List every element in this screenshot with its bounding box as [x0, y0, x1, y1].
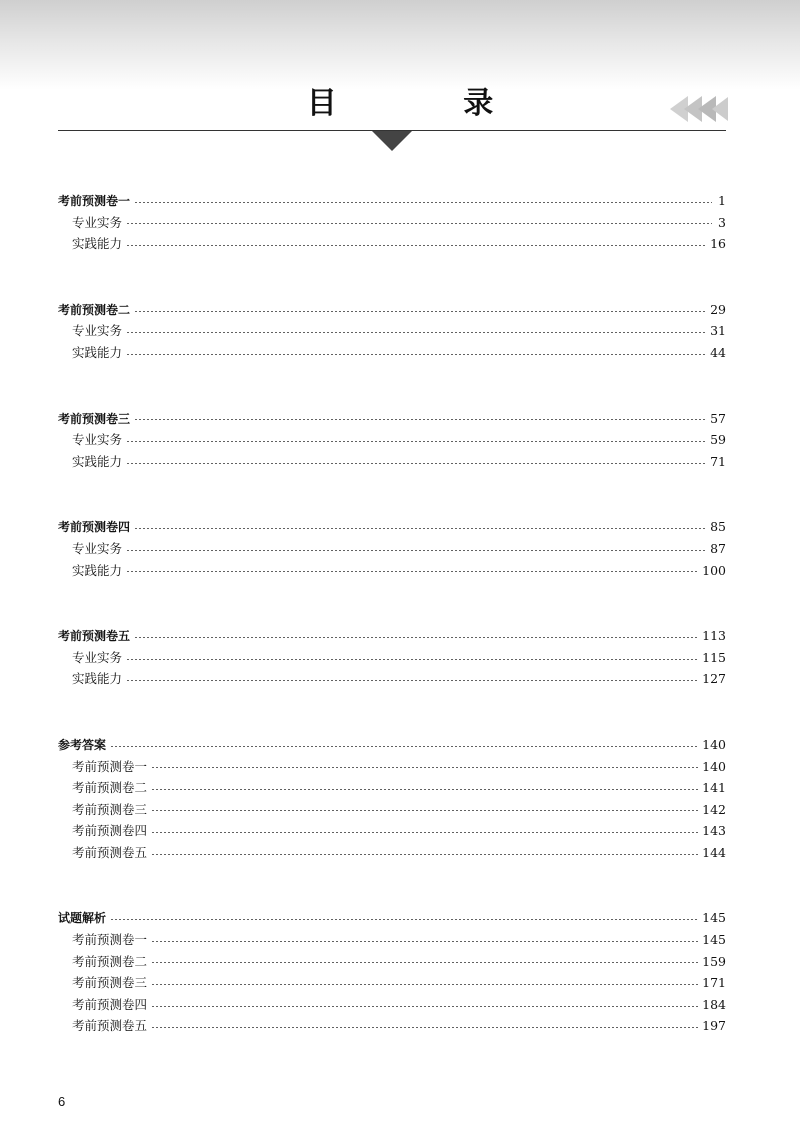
toc-section [58, 408, 726, 473]
toc-entry-page: 3 [718, 214, 726, 230]
toc-section [58, 516, 726, 581]
toc-entry-page: 197 [702, 1018, 726, 1034]
dot-leader [151, 941, 698, 942]
toc-subentry[interactable] [58, 538, 726, 560]
toc-entry-page: 145 [702, 932, 726, 948]
toc-entry-title: 实践能力 [72, 453, 123, 469]
toc-entry-title: 考前预测卷一 [72, 758, 148, 774]
toc-entry-page: 140 [702, 758, 726, 774]
toc-section [58, 190, 726, 255]
toc-entry-page: 142 [702, 801, 726, 817]
toc-subentry[interactable] [58, 233, 726, 255]
page-number: 6 [58, 1094, 66, 1109]
toc-section-heading[interactable] [58, 907, 726, 929]
toc-entry-title: 考前预测卷四 [58, 520, 131, 535]
toc-entry-title: 参考答案 [58, 737, 107, 752]
toc-entry-title: 试题解析 [58, 911, 107, 926]
toc-subentry[interactable] [58, 756, 726, 778]
toc-subentry[interactable] [58, 342, 726, 364]
dot-leader [110, 919, 698, 920]
toc-entry-title: 专业实务 [72, 323, 123, 339]
toc-subentry[interactable] [58, 668, 726, 690]
dot-leader [110, 746, 698, 747]
dot-leader [126, 659, 698, 660]
dot-leader [151, 1006, 698, 1007]
toc-subentry[interactable] [58, 560, 726, 582]
toc-entry-page: 141 [702, 780, 726, 796]
toc-entry-title: 考前预测卷二 [72, 780, 148, 796]
toc-entry-page: 100 [702, 562, 726, 578]
toc-entry-page: 184 [702, 996, 726, 1012]
dot-leader [151, 854, 698, 855]
toc-entry-page: 1 [718, 193, 726, 208]
toc-entry-title: 考前预测卷一 [58, 194, 131, 208]
dot-leader [134, 311, 706, 312]
toc-entry-title: 专业实务 [72, 540, 123, 556]
dot-leader [151, 962, 698, 963]
toc-subentry[interactable] [58, 429, 726, 451]
dot-leader [134, 637, 698, 638]
toc-section [58, 299, 726, 364]
toc-entry-page: 16 [710, 236, 726, 252]
table-of-contents [58, 190, 726, 1037]
toc-entry-page: 127 [702, 671, 726, 687]
toc-subentry[interactable] [58, 951, 726, 973]
toc-entry-title: 考前预测卷四 [72, 996, 148, 1012]
toc-entry-page: 44 [710, 344, 726, 360]
dot-leader [134, 202, 712, 203]
dot-leader [134, 528, 706, 529]
dot-leader [126, 571, 698, 572]
toc-entry-page: 71 [710, 453, 726, 469]
header-background [0, 0, 800, 90]
toc-section [58, 734, 726, 864]
toc-subentry[interactable] [58, 994, 726, 1016]
toc-section [58, 907, 726, 1037]
toc-entry-page: 115 [702, 649, 726, 665]
dot-leader [151, 1027, 698, 1028]
toc-subentry[interactable] [58, 451, 726, 473]
toc-entry-title: 考前预测卷二 [72, 953, 148, 969]
toc-entry-title: 考前预测卷三 [72, 801, 148, 817]
dot-leader [126, 463, 706, 464]
toc-subentry[interactable] [58, 820, 726, 842]
toc-entry-page: 59 [710, 432, 726, 448]
dot-leader [126, 354, 706, 355]
toc-entry-page: 145 [702, 910, 726, 926]
toc-entry-title: 实践能力 [72, 236, 123, 252]
toc-entry-page: 29 [710, 301, 726, 317]
dot-leader [126, 223, 712, 224]
toc-subentry[interactable] [58, 1015, 726, 1037]
toc-entry-title: 专业实务 [72, 432, 123, 448]
toc-entry-page: 31 [710, 323, 726, 339]
toc-entry-title: 考前预测卷五 [72, 844, 148, 860]
toc-subentry[interactable] [58, 647, 726, 669]
triangle-down-icon [372, 131, 412, 151]
toc-section-heading[interactable] [58, 299, 726, 321]
toc-subentry[interactable] [58, 799, 726, 821]
toc-entry-page: 159 [702, 953, 726, 969]
page-title: 目 录 [306, 86, 552, 121]
toc-entry-title: 考前预测卷三 [72, 975, 148, 991]
toc-entry-title: 实践能力 [72, 671, 123, 687]
toc-section-heading[interactable] [58, 625, 726, 647]
toc-entry-title: 实践能力 [72, 562, 123, 578]
dot-leader [151, 984, 698, 985]
toc-subentry[interactable] [58, 972, 726, 994]
toc-entry-page: 144 [702, 844, 726, 860]
toc-subentry[interactable] [58, 212, 726, 234]
dot-leader [126, 550, 706, 551]
toc-entry-title: 专业实务 [72, 214, 123, 230]
toc-entry-page: 143 [702, 823, 726, 839]
dot-leader [126, 332, 706, 333]
toc-subentry[interactable] [58, 929, 726, 951]
toc-subentry[interactable] [58, 842, 726, 864]
toc-entry-page: 87 [710, 540, 726, 556]
triple-chevron-left-icon [670, 96, 728, 122]
toc-entry-page: 85 [710, 519, 726, 535]
dot-leader [126, 245, 706, 246]
dot-leader [134, 419, 706, 420]
toc-subentry[interactable] [58, 320, 726, 342]
toc-entry-title: 考前预测卷四 [72, 823, 148, 839]
toc-entry-page: 140 [702, 736, 726, 752]
toc-subentry[interactable] [58, 777, 726, 799]
toc-entry-title: 考前预测卷二 [58, 302, 131, 317]
dot-leader [126, 441, 706, 442]
toc-entry-title: 实践能力 [72, 344, 123, 360]
dot-leader [151, 832, 698, 833]
toc-section-heading[interactable] [58, 190, 726, 212]
toc-entry-page: 57 [710, 410, 726, 426]
toc-entry-title: 考前预测卷三 [58, 411, 131, 426]
toc-section-heading[interactable] [58, 408, 726, 430]
dot-leader [151, 789, 698, 790]
toc-section [58, 625, 726, 690]
dot-leader [151, 810, 698, 811]
toc-entry-title: 考前预测卷五 [58, 629, 131, 644]
dot-leader [151, 767, 698, 768]
dot-leader [126, 680, 698, 681]
toc-entry-page: 113 [702, 628, 726, 644]
toc-entry-title: 专业实务 [72, 649, 123, 665]
toc-entry-title: 考前预测卷五 [72, 1018, 148, 1034]
toc-entry-page: 171 [702, 975, 726, 991]
toc-entry-title: 考前预测卷一 [72, 932, 148, 948]
toc-section-heading[interactable] [58, 516, 726, 538]
toc-section-heading[interactable] [58, 734, 726, 756]
